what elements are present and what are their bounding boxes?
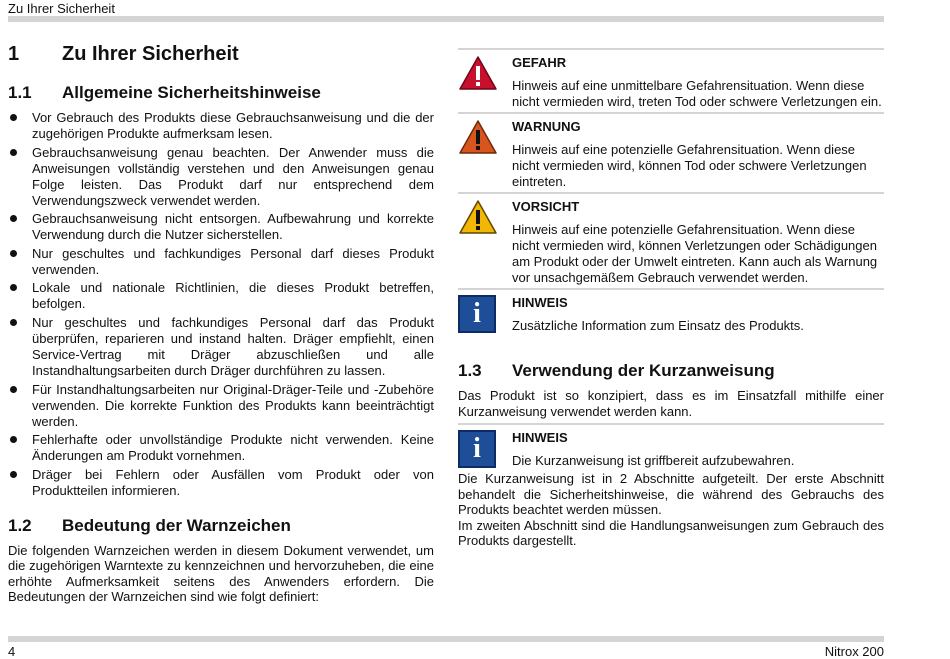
list-item: Nur geschultes und fachkundiges Personal darf dieses Produkt verwenden.	[8, 246, 434, 278]
section-heading-1-1	[8, 82, 434, 104]
short-instruction-paragraph-2: Im zweiten Abschnitt sind die Handlungsanweisungen zum Gebrauch des Produkts dargestellt.	[458, 517, 884, 548]
section-title: Verwendung der Kurzanweisung	[512, 361, 775, 380]
note-text: Die Kurzanweisung ist griffbereit aufzubewahren.	[512, 453, 795, 468]
section-title: Allgemeine Sicherheitshinweise	[62, 83, 321, 102]
chapter-number: 1	[8, 43, 20, 65]
warning-text: Hinweis auf eine potenzielle Gefahrensituation. Wenn diese nicht vermieden wird, können Tod oder schwere Verletzungen eintreten.	[512, 142, 867, 189]
danger-title: GEFAHR	[512, 55, 567, 70]
note-title: HINWEIS	[512, 430, 568, 445]
section-number: 1.1	[8, 83, 32, 102]
list-item: Gebrauchsanweisung nicht entsorgen. Aufbewahrung und korrekte Verwendung durch die Nutzer sicherstellen.	[8, 211, 434, 243]
chapter-heading	[8, 40, 434, 68]
danger-block	[458, 48, 884, 110]
list-item: Für Instandhaltungsarbeiten nur Original-Dräger-Teile und -Zubehöre verwenden. Die korrekte Funktion des Produkts kann beeinträchtigt werden.	[8, 382, 434, 430]
note-block	[458, 288, 884, 334]
info-icon: i	[458, 295, 496, 333]
section-title: Bedeutung der Warnzeichen	[62, 515, 291, 535]
caution-title: VORSICHT	[512, 199, 580, 214]
list-item: Gebrauchsanweisung genau beachten. Der Anwender muss die Anweisungen vollständig verstehen und den Anweisungen genau Folge leisten. Das Produkt darf nur entsprechend dem Verwendungszweck verwendet werden.	[8, 145, 434, 209]
safety-bullet-list	[8, 110, 434, 499]
list-item: Dräger bei Fehlern oder Ausfällen vom Produkt oder von Produktteilen informieren.	[8, 467, 434, 499]
caution-triangle-icon	[458, 199, 512, 286]
caution-text: Hinweis auf eine potenzielle Gefahrensituation. Wenn diese nicht vermieden wird, können Verletzungen oder Schädigungen am Produkt oder der Umwelt eintreten. Kann auch als Warnung vor unsachgemäßem Gebrauch verwendet werden.	[512, 222, 878, 285]
note-title: HINWEIS	[512, 295, 568, 310]
product-name: Nitrox 200	[824, 644, 884, 659]
section-heading-1-3	[458, 360, 884, 382]
footer-rule	[8, 636, 884, 642]
list-item: Vor Gebrauch des Produkts diese Gebrauchsanweisung und die der zugehörigen Produkte aufmerksam lesen.	[8, 110, 434, 142]
section-number: 1.2	[8, 515, 32, 535]
right-column	[458, 48, 884, 549]
warning-triangle-icon	[458, 119, 512, 190]
short-instruction-note-block	[458, 423, 884, 469]
short-instruction-intro: Das Produkt ist so konzipiert, dass es im Einsatzfall mithilfe einer Kurzanweisung verwendet werden kann.	[458, 388, 884, 419]
left-column	[8, 40, 434, 605]
section-number: 1.3	[458, 361, 482, 380]
section-heading-1-2	[8, 515, 434, 537]
running-header: Zu Ihrer Sicherheit	[8, 1, 115, 16]
note-text: Zusätzliche Information zum Einsatz des Produkts.	[512, 318, 804, 333]
list-item: Lokale und nationale Richtlinien, die dieses Produkt betreffen, befolgen.	[8, 280, 434, 312]
caution-block	[458, 192, 884, 286]
warning-signs-intro: Die folgenden Warnzeichen werden in diesem Dokument verwendet, um die zugehörigen Warntexte zu kennzeichnen und hervorzuheben, die eine erhöhte Aufmerksamkeit seitens des Anwenders erfordern. Die Bedeutungen der Warnzeichen sind wie folgt definiert:	[8, 542, 434, 605]
list-item: Nur geschultes und fachkundiges Personal darf das Produkt überprüfen, reparieren und instand halten. Dräger empfiehlt, einen Service-Vertrag mit Dräger abzuschließen und alle Instandhaltungsarbeiten durch Dräger durchführen zu lassen.	[8, 315, 434, 379]
danger-text: Hinweis auf eine unmittelbare Gefahrensituation. Wenn diese nicht vermieden wird, treten Tod oder schwere Verletzungen ein.	[512, 78, 882, 109]
warning-title: WARNUNG	[512, 119, 581, 134]
list-item: Fehlerhafte oder unvollständige Produkte nicht verwenden. Keine Änderungen am Produkt vornehmen.	[8, 432, 434, 464]
short-instruction-paragraph-1: Die Kurzanweisung ist in 2 Abschnitte aufgeteilt. Der erste Abschnitt behandelt die Sicherheitshinweise, die während des Gebrauchs des Produkts beachtet werden müssen.	[458, 471, 884, 517]
danger-triangle-icon	[458, 55, 512, 110]
info-icon: i	[458, 430, 496, 468]
chapter-title: Zu Ihrer Sicherheit	[62, 43, 239, 65]
header-rule	[8, 16, 884, 22]
page-number: 4	[8, 644, 16, 659]
warning-block	[458, 112, 884, 190]
